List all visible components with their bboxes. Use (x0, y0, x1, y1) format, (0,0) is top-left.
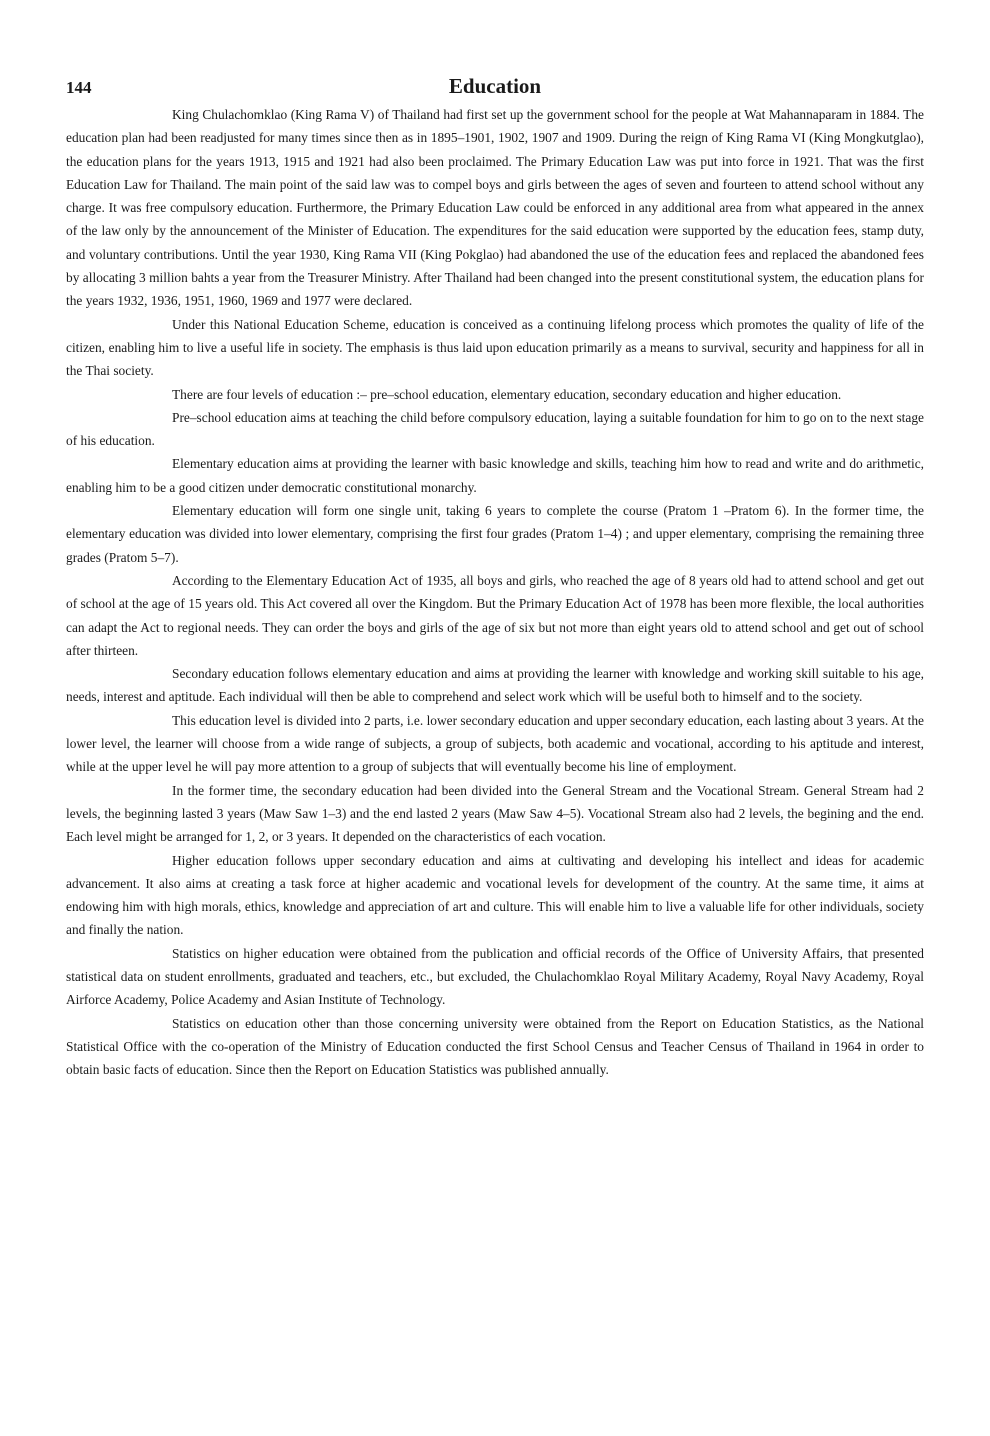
paragraph: There are four levels of education :– pre–school education, elementary education, secondary education and higher education. (172, 386, 842, 402)
paragraph: In the former time, the secondary education had been divided into the General Stream and the Vocational Stream. General Stream had 2 levels, the beginning lasted 3 years (Maw Saw 1–3) and the end lasted 2 years (Maw Saw 4–5). Vocational Stream also had 2 levels, the begining and the end. Each level might be arranged for 1, 2, or 3 years. It depended on the characteristics of each vocation. (66, 782, 924, 845)
paragraph: Pre–school education aims at teaching the child before compulsory education, laying a suitable foundation for him to go on to the next stage of his education. (66, 409, 924, 449)
body-text (66, 103, 924, 1081)
paragraph: Under this National Education Scheme, education is conceived as a continuing lifelong process which promotes the quality of life of the citizen, enabling him to live a useful life in society. The emphasis is thus laid upon education primarily as a means to survival, security and happiness for all in the Thai society. (66, 316, 924, 379)
paragraph: This education level is divided into 2 parts, i.e. lower secondary education and upper secondary education, each lasting about 3 years. At the lower level, the learner will choose from a wide range of subjects, a group of subjects, both academic and vocational, according to his aptitude and interest, while at the upper level he will pay more attention to a group of subjects that will eventually become his line of employment. (66, 712, 924, 775)
paragraph: Statistics on education other than those concerning university were obtained from the Report on Education Statistics, as the National Statistical Office with the co-operation of the Ministry of Education conducted the first School Census and Teacher Census of Thailand in 1964 in order to obtain basic facts of education. Since then the Report on Education Statistics was published annually. (66, 1015, 924, 1078)
paragraph: Elementary education will form one single unit, taking 6 years to complete the course (Pratom 1 –Pratom 6). In the former time, the elementary education was divided into lower elementary, comprising the first four grades (Pratom 1–4) ; and upper elementary, comprising the remaining three grades (Pratom 5–7). (66, 503, 924, 565)
page-title: Education (448, 74, 542, 98)
paragraph: Higher education follows upper secondary education and aims at cultivating and developing his intellect and ideas for academic advancement. It also aims at creating a task force at higher academic and vocational levels for development of the country. At the same time, it aims at endowing him with high morals, ethics, knowledge and appreciation of art and culture. This will enable him to live a valuable life for other individuals, society and finally the nation. (66, 852, 924, 938)
paragraph: King Chulachomklao (King Rama V) of Thailand had first set up the government school for the people at Wat Mahannaparam in 1884. The education plan had been readjusted for many times since then as in 1895–1901, 1902, 1907 and 1909. During the reign of King Rama VI (King Mongkutglao), the education plans for the years 1913, 1915 and 1921 had also been proclaimed. The Primary Education Law was put into force in 1921. That was the first Education Law for Thailand. The main point of the said law was to compel boys and girls between the ages of seven and fourteen to attend school without any charge. It was free compulsory education. Furthermore, the Primary Education Law could be enforced in any additional area from what appeared in the annex of the law only by the announcement of the Minister of Education. The expenditures for the said education were supported by the education fees, stamp duty, and voluntary contributions. Until the year 1930, King Rama VII (King Pokglao) had abandoned the use of the education fees and replaced the abandoned fees by allocating 3 million bahts a year from the Treasurer Ministry. After Thailand had been changed into the present constitutional system, the education plans for the years 1932, 1936, 1951, 1960, 1969 and 1977 were declared. (66, 107, 924, 309)
page-number: 144 (66, 78, 92, 97)
paragraph: According to the Elementary Education Act of 1935, all boys and girls, who reached the age of 8 years old had to attend school and get out of school at the age of 15 years old. This Act covered all over the Kingdom. But the Primary Education Act of 1978 has been more flexible, the local authorities can adapt the Act to regional needs. They can order the boys and girls of the age of six but not more than eight years old to attend school and get out of school after thirteen. (66, 572, 924, 658)
paragraph: Secondary education follows elementary education and aims at providing the learner with knowledge and working skill suitable to his age, needs, interest and aptitude. Each individual will then be able to comprehend and select work which will be useful both to himself and to the society. (66, 666, 924, 705)
paragraph: Statistics on higher education were obtained from the publication and official records of the Office of University Affairs, that presented statistical data on student enrollments, graduated and teachers, etc., but excluded, the Chulachomklao Royal Military Academy, Royal Navy Academy, Royal Airforce Academy, Police Academy and Asian Institute of Technology. (66, 945, 924, 1008)
paragraph: Elementary education aims at providing the learner with basic knowledge and skills, teaching him how to read and write and do arithmetic, enabling him to be a good citizen under democratic constitutional monarchy. (66, 456, 924, 495)
